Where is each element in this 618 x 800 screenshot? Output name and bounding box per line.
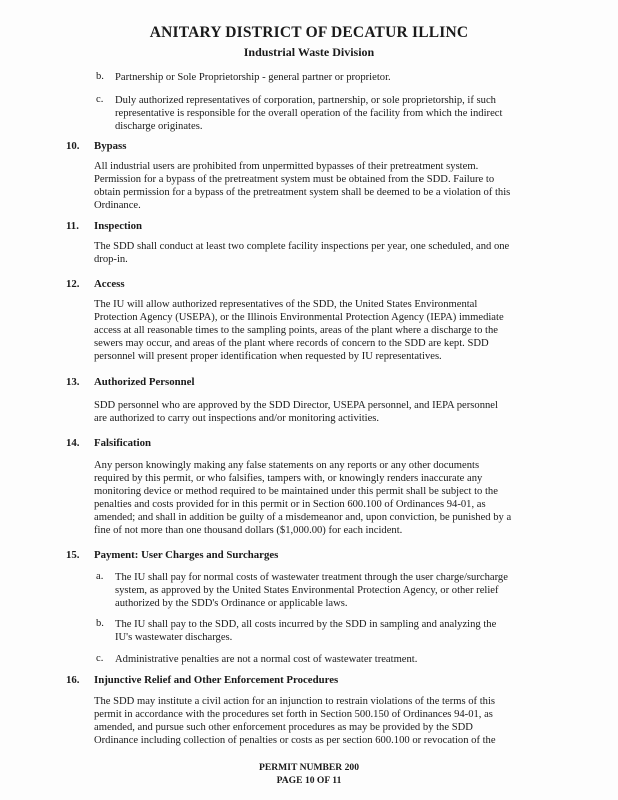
section-heading: Authorized Personnel xyxy=(94,376,195,388)
item-line: Administrative penalties are not a normal cost of wastewater treatment. xyxy=(115,654,418,665)
section-line: Protection Agency (USEPA), or the Illinois Environmental Protection Agency (IEPA) immediate xyxy=(94,312,504,323)
section-line: obtain permission for a bypass of the pretreatment system shall be deemed to be a violation of this xyxy=(94,187,511,198)
division-subtitle: Industrial Waste Division xyxy=(243,45,375,59)
section-line: drop-in. xyxy=(94,254,128,265)
section-line: penalties and costs provided for in this permit or in Section 600.100 of Ordinances 94-01, as xyxy=(94,499,486,510)
section-line: The IU will allow authorized representatives of the SDD, the United States Environmental xyxy=(94,299,478,310)
section-line: fine of not more than one thousand dollars ($1,000.00) for each incident. xyxy=(94,525,403,536)
item-line: The IU shall pay for normal costs of wastewater treatment through the user charge/surcharge xyxy=(115,572,508,583)
item-line: discharge originates. xyxy=(115,121,203,132)
section-line: monitoring device or method required to be maintained under this permit shall be subject to the xyxy=(94,486,498,497)
section-heading: Payment: User Charges and Surcharges xyxy=(94,549,279,561)
section-heading: Bypass xyxy=(94,140,127,152)
section-line: Any person knowingly making any false statements on any reports or any other documents xyxy=(94,460,480,471)
section-number: 14. xyxy=(66,437,80,449)
section-heading: Inspection xyxy=(94,220,142,232)
section-line: are authorized to carry out inspections and/or monitoring activities. xyxy=(94,413,380,424)
section-line: All industrial users are prohibited from unpermitted bypasses of their pretreatment system. xyxy=(94,161,479,172)
item-line: The IU shall pay to the SDD, all costs incurred by the SDD in sampling and analyzing the xyxy=(115,619,497,630)
section-line: amended, and pursue such other enforcement procedures as may be provided by the SDD xyxy=(94,722,473,733)
section-heading: Access xyxy=(94,278,125,290)
item-line: system, as approved by the United States Environmental Protection Agency, or other relief xyxy=(115,585,499,596)
item-letter: a. xyxy=(96,571,104,582)
section-number: 15. xyxy=(66,549,80,561)
section-number: 11. xyxy=(66,220,79,232)
section-line: personnel will present proper identification when requested by IU representatives. xyxy=(94,351,442,362)
section-number: 13. xyxy=(66,376,80,388)
item-line: Duly authorized representatives of corporation, partnership, or sole proprietorship, if such xyxy=(115,95,496,106)
section-heading: Falsification xyxy=(94,437,151,449)
section-line: Permission for a bypass of the pretreatment system must be obtained from the SDD. Failure to xyxy=(94,174,495,185)
item-letter: c. xyxy=(96,653,104,664)
item-line: representative is responsible for the overall operation of the facility from which the indirect xyxy=(115,108,503,119)
section-line: permit in accordance with the procedures set forth in Section 500.150 of Ordinances 94-01, as xyxy=(94,709,493,720)
section-line: sewers may occur, and areas of the plant where records of concern to the SDD are kept. SDD xyxy=(94,338,489,349)
item-text: Partnership or Sole Proprietorship - general partner or proprietor. xyxy=(115,72,391,83)
section-line: Ordinance including collection of penalties or costs as per section 600.100 or revocation of the xyxy=(94,735,496,746)
section-number: 12. xyxy=(66,278,80,290)
section-number: 16. xyxy=(66,674,80,686)
section-line: SDD personnel who are approved by the SDD Director, USEPA personnel, and IEPA personnel xyxy=(94,400,498,411)
item-letter: c. xyxy=(96,94,104,105)
item-line: authorized by the SDD's Ordinance or applicable laws. xyxy=(115,598,348,609)
section-number: 10. xyxy=(66,140,80,152)
page-number: PAGE 10 OF 11 xyxy=(276,775,342,786)
section-line: required by this permit, or who falsifies, tampers with, or knowingly renders inaccurate any xyxy=(94,473,483,484)
district-title: ANITARY DISTRICT OF DECATUR ILLINC xyxy=(149,24,469,41)
item-letter: b. xyxy=(96,618,104,629)
section-line: The SDD shall conduct at least two complete facility inspections per year, one scheduled, and one xyxy=(94,241,510,252)
permit-number: PERMIT NUMBER 200 xyxy=(258,762,360,773)
section-line: access at all reasonable times to the sampling points, areas of the plant where a discharge to the xyxy=(94,325,498,336)
item-line: IU's wastewater discharges. xyxy=(115,632,233,643)
section-line: The SDD may institute a civil action for an injunction to restrain violations of the terms of this xyxy=(94,696,496,707)
section-line: amended; and shall in addition be guilty of a misdemeanor and, upon conviction, be punished by a xyxy=(94,512,512,523)
section-line: Ordinance. xyxy=(94,200,141,211)
item-letter: b. xyxy=(96,71,104,82)
section-heading: Injunctive Relief and Other Enforcement Procedures xyxy=(94,674,339,686)
